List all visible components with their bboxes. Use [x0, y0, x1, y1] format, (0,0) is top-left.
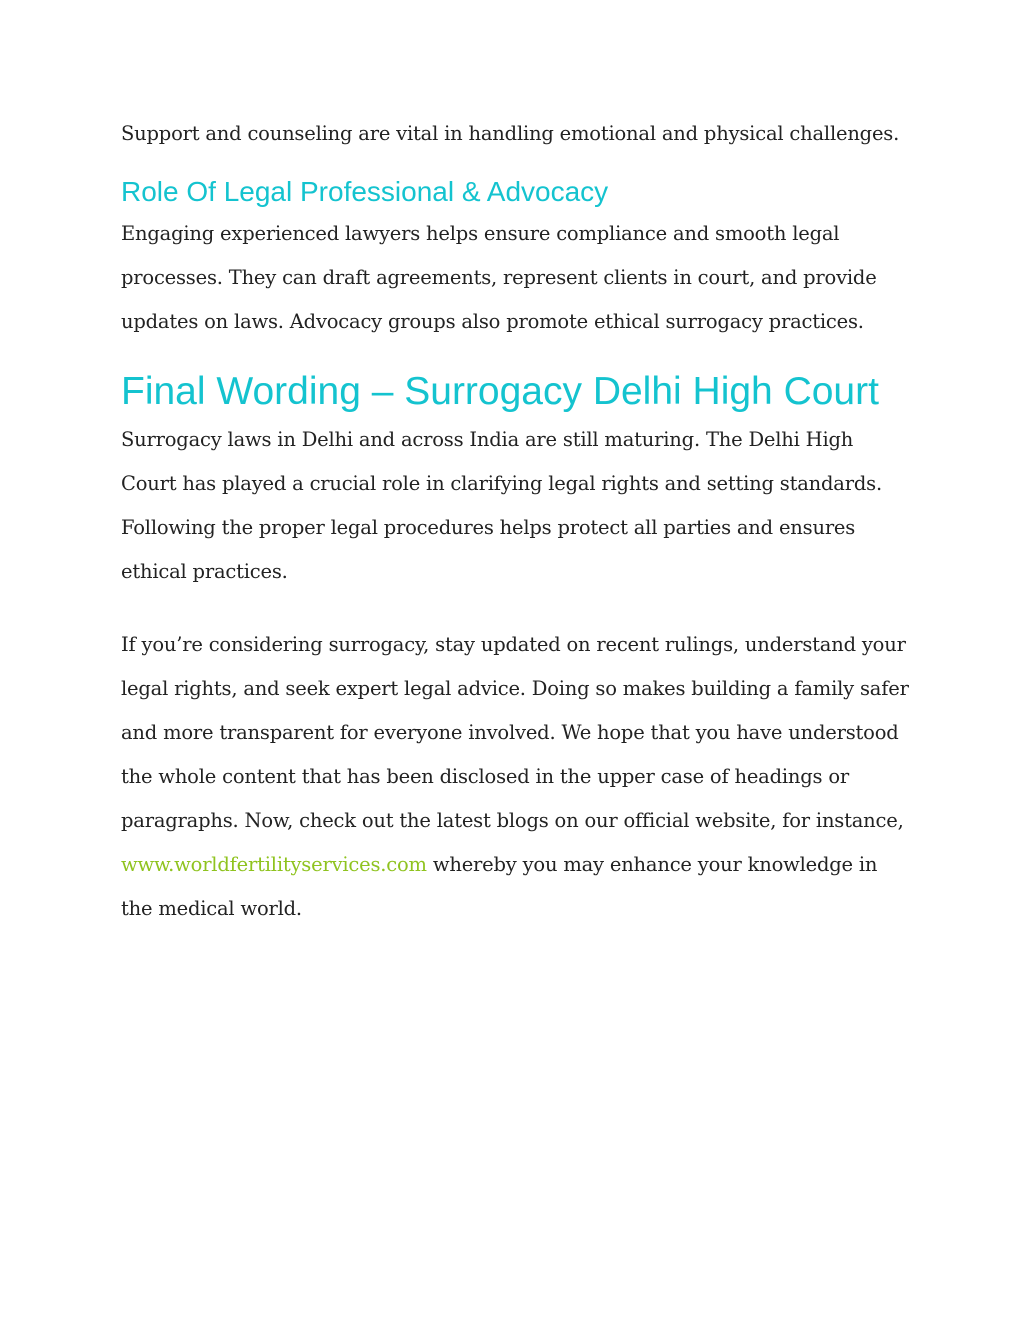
document-content: [121, 112, 911, 931]
final-paragraph-2-tail: whereby you may enhance your knowledge in the medical world.: [121, 853, 878, 920]
final-paragraph-2: [121, 623, 911, 931]
spacer: [121, 156, 911, 172]
final-paragraph-2-text: If you’re considering surrogacy, stay updated on recent rulings, understand your legal rights, and seek expert legal advice. Doing so makes building a family safer and more transparent for everyone involved. We hope that you have understood the whole content that has been disclosed in the upper case of headings or paragraphs. Now, check out the latest blogs on our official website, for instance,: [121, 633, 909, 832]
section-heading-final: Final Wording – Surrogacy Delhi High Court: [121, 370, 879, 413]
intro-paragraph: Support and counseling are vital in handling emotional and physical challenges.: [121, 122, 900, 145]
final-paragraph-1: Surrogacy laws in Delhi and across India are still maturing. The Delhi High Court has played a crucial role in clarifying legal rights and setting standards. Following the proper legal procedures helps protect all parties and ensures ethical practices.: [121, 428, 882, 583]
website-link[interactable]: www.worldfertilityservices.com: [121, 853, 427, 876]
section-heading-legal: Role Of Legal Professional & Advocacy: [121, 176, 609, 207]
spacer: [121, 594, 911, 623]
spacer: [121, 344, 911, 366]
legal-paragraph: Engaging experienced lawyers helps ensure compliance and smooth legal processes. They can draft agreements, represent clients in court, and provide updates on laws. Advocacy groups also promote ethical surrogacy practices.: [121, 222, 877, 333]
